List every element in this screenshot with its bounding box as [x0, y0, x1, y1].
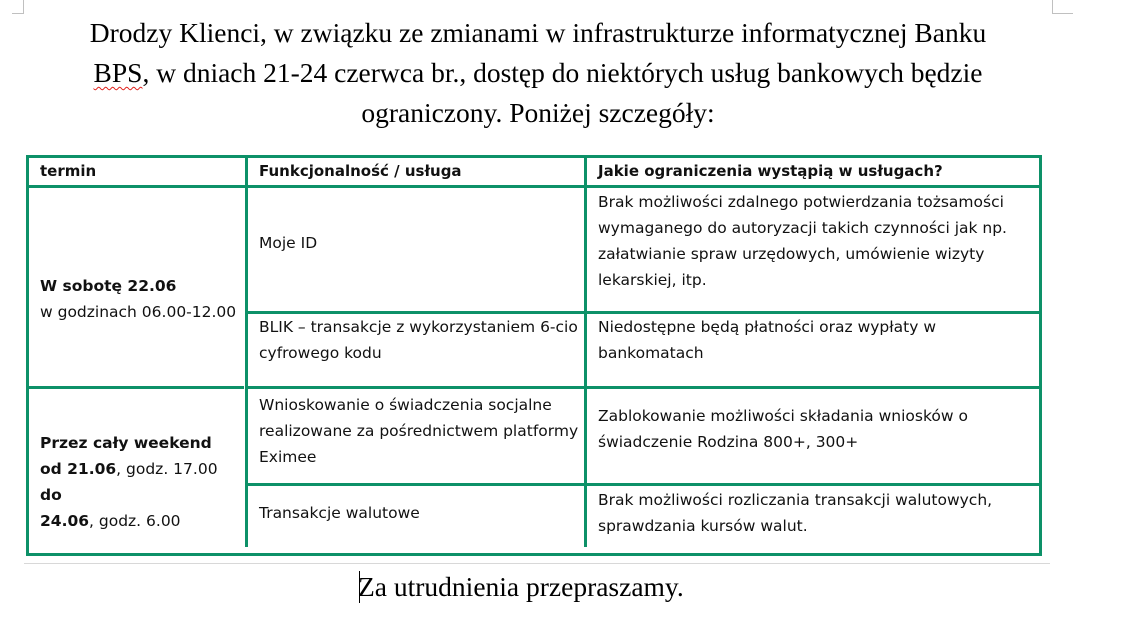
intro-line-2-rest: , w dniach 21-24 czerwca br., dostęp do niektórych usług bankowych będzie	[142, 57, 983, 88]
service-eximee: Wnioskowanie o świadczenia socjalne realizowane za pośrednictwem platformy Eximee	[259, 396, 579, 466]
col-divider-1	[245, 158, 248, 547]
term-weekend-to: 24.06, godz. 6.00	[40, 512, 181, 530]
intro-line-2	[30, 53, 1046, 93]
header-termin: termin	[40, 162, 97, 180]
intro-line-3: ograniczony. Poniżej szczegóły:	[361, 97, 715, 128]
row-divider-3	[247, 483, 1039, 486]
term-weekend-from: od 21.06, godz. 17.00 do	[40, 460, 218, 504]
term-saturday	[40, 273, 240, 325]
page-corner-mark-right	[1052, 0, 1073, 14]
term-weekend-title: Przez cały weekend	[40, 434, 212, 452]
header-restriction: Jakie ograniczenia wystąpią w usługach?	[598, 162, 943, 180]
header-service: Funkcjonalność / usługa	[259, 162, 462, 180]
restriction-eximee: Zablokowanie możliwości składania wniosków o świadczenie Rodzina 800+, 300+	[598, 407, 968, 451]
term-weekend	[40, 430, 240, 534]
misspelled-word[interactable]: BPS	[93, 57, 143, 88]
closing-line[interactable]: Za utrudnienia przepraszamy.	[358, 571, 684, 602]
service-blik: BLIK – transakcje z wykorzystaniem 6-cio cyfrowego kodu	[259, 318, 578, 362]
col-divider-2	[584, 158, 587, 547]
restriction-blik: Niedostępne będą płatności oraz wypłaty w bankomatach	[598, 318, 937, 362]
service-fx: Transakcje walutowe	[259, 504, 420, 522]
page-corner-mark-left	[12, 0, 24, 14]
term-saturday-date: W sobotę 22.06	[40, 277, 177, 295]
group-divider	[247, 386, 1039, 389]
group-divider-term	[29, 386, 244, 389]
page-divider	[24, 563, 1050, 564]
intro-paragraph[interactable]	[30, 13, 1046, 133]
restriction-fx: Brak możliwości rozliczania transakcji walutowych, sprawdzania kursów walut.	[598, 491, 993, 535]
intro-line-1: Drodzy Klienci, w związku ze zmianami w infrastrukturze informatycznej Banku	[89, 17, 987, 48]
service-moje-id: Moje ID	[259, 234, 318, 252]
restriction-moje-id: Brak możliwości zdalnego potwierdzania tożsamości wymaganego do autoryzacji takich czynności jak np. załatwianie spraw urzędowych, umówienie wizyty lekarskiej, itp.	[598, 193, 1007, 289]
outage-table[interactable]	[26, 155, 1042, 556]
term-saturday-hours: w godzinach 06.00-12.00	[40, 303, 237, 321]
header-divider	[29, 185, 1039, 188]
